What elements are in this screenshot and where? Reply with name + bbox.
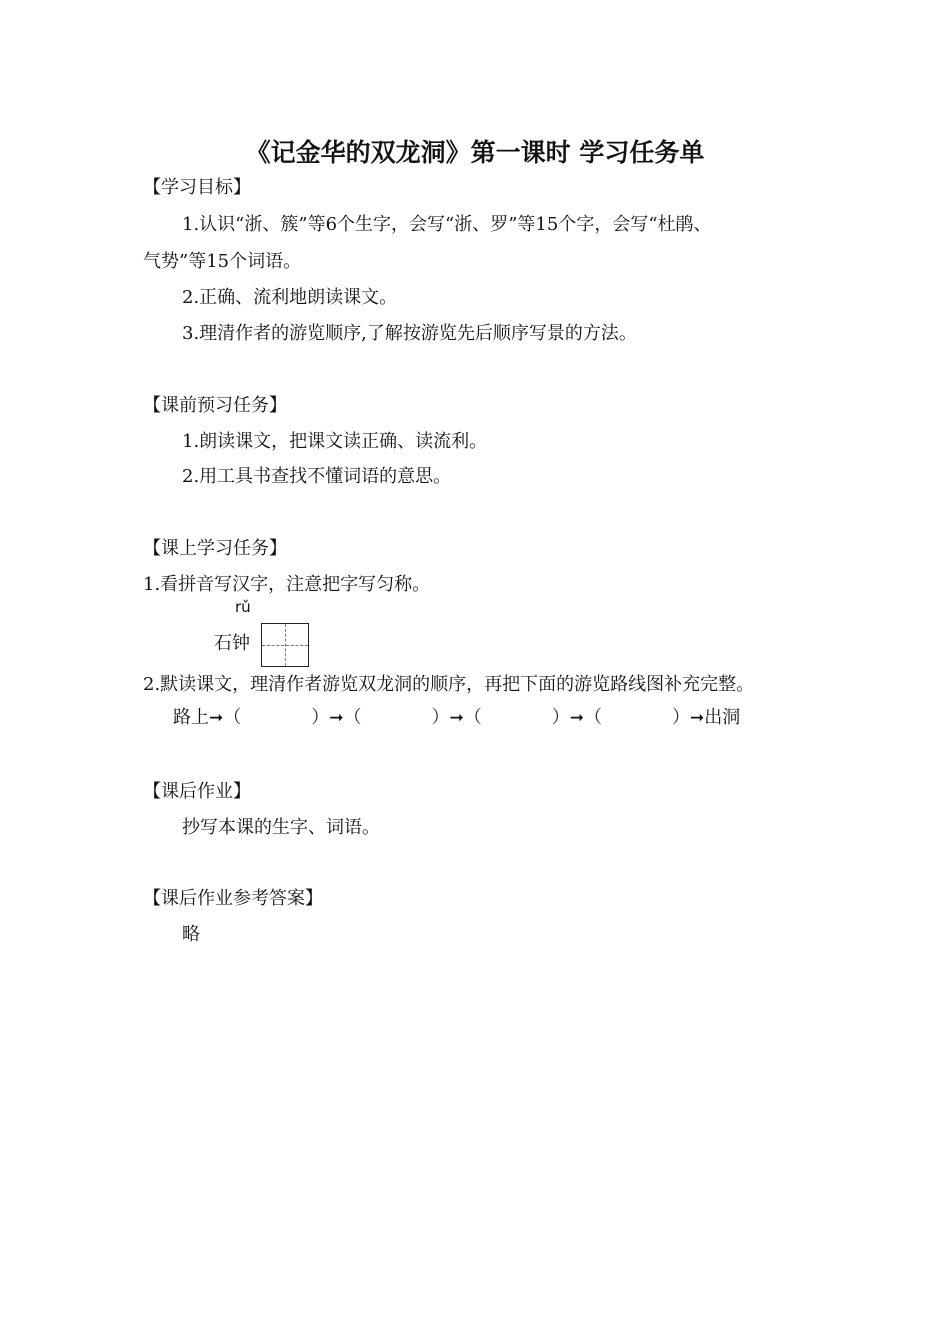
homework-text: 抄写本课的生字、词语。 xyxy=(182,817,380,838)
pinyin-hint: rǔ xyxy=(235,598,251,616)
route-start: 路上 xyxy=(173,707,209,728)
arrow-icon: ➞ xyxy=(209,708,224,728)
paren-close: ） xyxy=(311,707,330,728)
tianzige-writing-box[interactable] xyxy=(261,623,309,667)
paren-open: （ xyxy=(463,707,482,728)
classwork-item-2: 2.默读课文，理清作者游览双龙洞的顺序，再把下面的游览路线图补充完整。 xyxy=(143,674,755,695)
word-prefix: 石钟 xyxy=(214,633,250,654)
arrow-icon: ➞ xyxy=(449,708,464,728)
answers-text: 略 xyxy=(182,924,200,945)
paren-open: （ xyxy=(223,707,242,728)
preview-item-2: 2.用工具书查找不懂词语的意思。 xyxy=(182,466,452,487)
route-end: 出洞 xyxy=(704,707,741,728)
paren-open: （ xyxy=(584,707,602,728)
paren-close: ） xyxy=(672,707,690,728)
paren-close: ） xyxy=(551,707,570,728)
grid-horizontal-guide xyxy=(262,645,308,646)
goal-item-2: 2.正确、流利地朗读课文。 xyxy=(182,287,398,308)
arrow-icon: ➞ xyxy=(690,708,705,728)
classwork-heading: 【课上学习任务】 xyxy=(143,538,287,559)
answers-heading: 【课后作业参考答案】 xyxy=(143,888,323,909)
arrow-icon: ➞ xyxy=(569,708,584,728)
arrow-icon: ➞ xyxy=(329,708,344,728)
goal-item-1: 1.认识“浙、簇”等6个生字，会写“浙、罗”等15个字，会写“杜鹃、 xyxy=(182,214,712,235)
paren-open: （ xyxy=(343,707,362,728)
homework-heading: 【课后作业】 xyxy=(143,781,251,802)
paren-close: ） xyxy=(431,707,450,728)
classwork-item-1: 1.看拼音写汉字，注意把字写匀称。 xyxy=(143,574,431,595)
page-title: 《记金华的双龙洞》第一课时 学习任务单 xyxy=(245,138,705,167)
goals-heading: 【学习目标】 xyxy=(143,177,251,198)
goal-item-3: 3.理清作者的游览顺序,了解按游览先后顺序写景的方法。 xyxy=(182,323,637,344)
preview-heading: 【课前预习任务】 xyxy=(143,395,287,416)
route-diagram xyxy=(173,706,740,730)
goal-item-1-cont: 气势”等15个词语。 xyxy=(143,251,302,272)
preview-item-1: 1.朗读课文，把课文读正确、读流利。 xyxy=(182,431,488,452)
